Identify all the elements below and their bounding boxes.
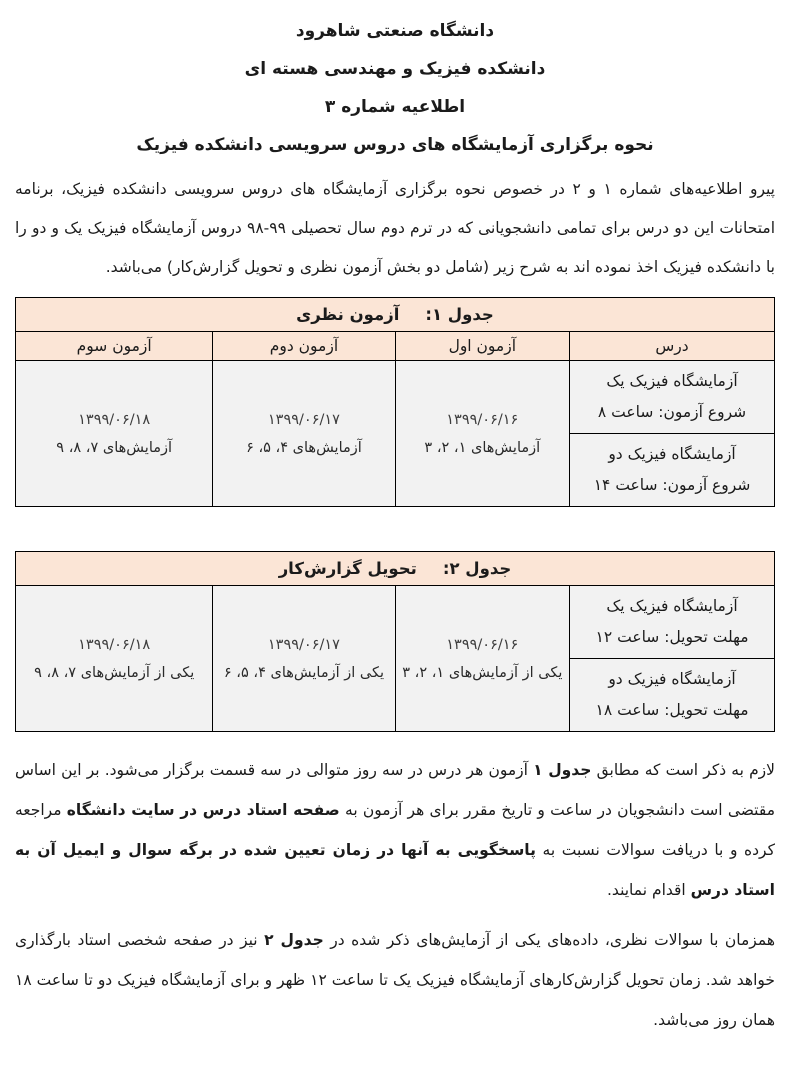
col-header-exam-2: آزمون دوم bbox=[213, 332, 395, 361]
table-1-theory-exam bbox=[15, 297, 775, 507]
table-2-report-delivery bbox=[15, 551, 775, 732]
course-start-time: شروع آزمون: ساعت ۸ bbox=[597, 403, 747, 421]
table-2-title-label: جدول ۲: bbox=[442, 559, 512, 578]
course-physics-lab-1 bbox=[570, 586, 775, 659]
intro-paragraph: پیرو اطلاعیه‌های شماره ۱ و ۲ در خصوص نحوه برگزاری آزمایشگاه های دروس سرویسی دانشکده فیزیک، برنامه امتحانات این دو درس برای تمامی دانشجویانی که در ترم دوم سال تحصیلی ۹۹-۹۸ دروس آزمایشگاه فیزیک یک و دو را با دانشکده فیزیک اخذ نموده اند به شرح زیر (شامل دو بخش آزمون نظری و تحویل گزارش‌کار) می‌باشد. bbox=[15, 180, 775, 276]
course-name: آزمایشگاه فیزیک یک bbox=[606, 372, 738, 390]
course-physics-lab-2 bbox=[570, 434, 775, 507]
exam-rules-paragraph: لازم به ذکر است که مطابق جدول ۱ آزمون هر درس در سه روز متوالی در سه قسمت برگزار می‌شود. بر این اساس مقتضی است دانشجویان در ساعت و تاریخ مقرر برای هر آزمون به صفحه استاد درس در سایت دانشگاه مراجعه کرده و با دریافت سوالات نسبت به پاسخگویی به آنها در زمان تعیین شده در برگه سوال و ایمیل آن به استاد درس اقدام نمایند. bbox=[15, 761, 775, 899]
course-deadline: مهلت تحویل: ساعت ۱۸ bbox=[595, 701, 749, 719]
course-start-time: شروع آزمون: ساعت ۱۴ bbox=[593, 476, 751, 494]
faculty-name: دانشکده فیزیک و مهندسی هسته ای bbox=[244, 59, 546, 79]
exam-3-cell bbox=[16, 361, 213, 507]
table-2-title-row bbox=[16, 552, 775, 586]
course-deadline: مهلت تحویل: ساعت ۱۲ bbox=[595, 628, 749, 646]
delivery-3-cell bbox=[16, 586, 213, 732]
table-2-title-text: تحویل گزارش‌کار bbox=[278, 559, 417, 578]
table-1-title bbox=[16, 298, 775, 332]
table-1-title-row bbox=[16, 298, 775, 332]
delivery-1-experiments: یکی از آزمایش‌های ۱، ۲، ۳ bbox=[402, 664, 563, 681]
table-row bbox=[16, 586, 775, 659]
col-header-course: درس bbox=[570, 332, 775, 361]
table-1-title-label: جدول ۱: bbox=[425, 305, 494, 324]
exam-3-date: ۱۳۹۹/۰۶/۱۸ bbox=[78, 411, 151, 428]
course-name: آزمایشگاه فیزیک دو bbox=[608, 445, 736, 463]
table-2-title bbox=[16, 552, 775, 586]
university-name: دانشگاه صنعتی شاهرود bbox=[295, 21, 495, 41]
exam-3-experiments: آزمایش‌های ۷، ۸، ۹ bbox=[56, 439, 173, 456]
document-header bbox=[15, 12, 775, 164]
course-physics-lab-2 bbox=[570, 659, 775, 732]
delivery-2-date: ۱۳۹۹/۰۶/۱۷ bbox=[267, 636, 340, 653]
course-physics-lab-1 bbox=[570, 361, 775, 434]
table-row bbox=[16, 361, 775, 434]
tables-spacer bbox=[15, 507, 775, 541]
exam-2-cell bbox=[213, 361, 395, 507]
delivery-2-cell bbox=[213, 586, 395, 732]
notice-number: اطلاعیه شماره ۳ bbox=[324, 97, 466, 117]
exam-2-date: ۱۳۹۹/۰۶/۱۷ bbox=[267, 411, 340, 428]
delivery-1-cell bbox=[395, 586, 570, 732]
col-header-exam-3: آزمون سوم bbox=[16, 332, 213, 361]
delivery-2-experiments: یکی از آزمایش‌های ۴، ۵، ۶ bbox=[223, 664, 384, 681]
exam-1-experiments: آزمایش‌های ۱، ۲، ۳ bbox=[424, 439, 541, 456]
course-name: آزمایشگاه فیزیک دو bbox=[608, 670, 736, 688]
delivery-3-date: ۱۳۹۹/۰۶/۱۸ bbox=[78, 636, 151, 653]
report-rules-paragraph: همزمان با سوالات نظری، داده‌های یکی از آزمایش‌های ذکر شده در جدول ۲ نیز در صفحه شخصی استاد بارگذاری خواهد شد. زمان تحویل گزارش‌کارهای آزمایشگاه فیزیک یک تا ساعت ۱۲ ظهر و برای آزمایشگاه فیزیک دو تا ساعت ۱۸ همان روز می‌باشد. bbox=[15, 931, 775, 1029]
exam-1-date: ۱۳۹۹/۰۶/۱۶ bbox=[446, 411, 519, 428]
exam-1-cell bbox=[395, 361, 570, 507]
table-1-column-headers bbox=[16, 332, 775, 361]
delivery-3-experiments: یکی از آزمایش‌های ۷، ۸، ۹ bbox=[34, 664, 195, 681]
col-header-exam-1: آزمون اول bbox=[395, 332, 570, 361]
course-name: آزمایشگاه فیزیک یک bbox=[606, 597, 738, 615]
delivery-1-date: ۱۳۹۹/۰۶/۱۶ bbox=[446, 636, 519, 653]
exam-2-experiments: آزمایش‌های ۴، ۵، ۶ bbox=[246, 439, 362, 456]
notice-subject: نحوه برگزاری آزمایشگاه های دروس سرویسی دانشکده فیزیک bbox=[136, 135, 654, 155]
table-1-title-text: آزمون نظری bbox=[296, 305, 400, 324]
